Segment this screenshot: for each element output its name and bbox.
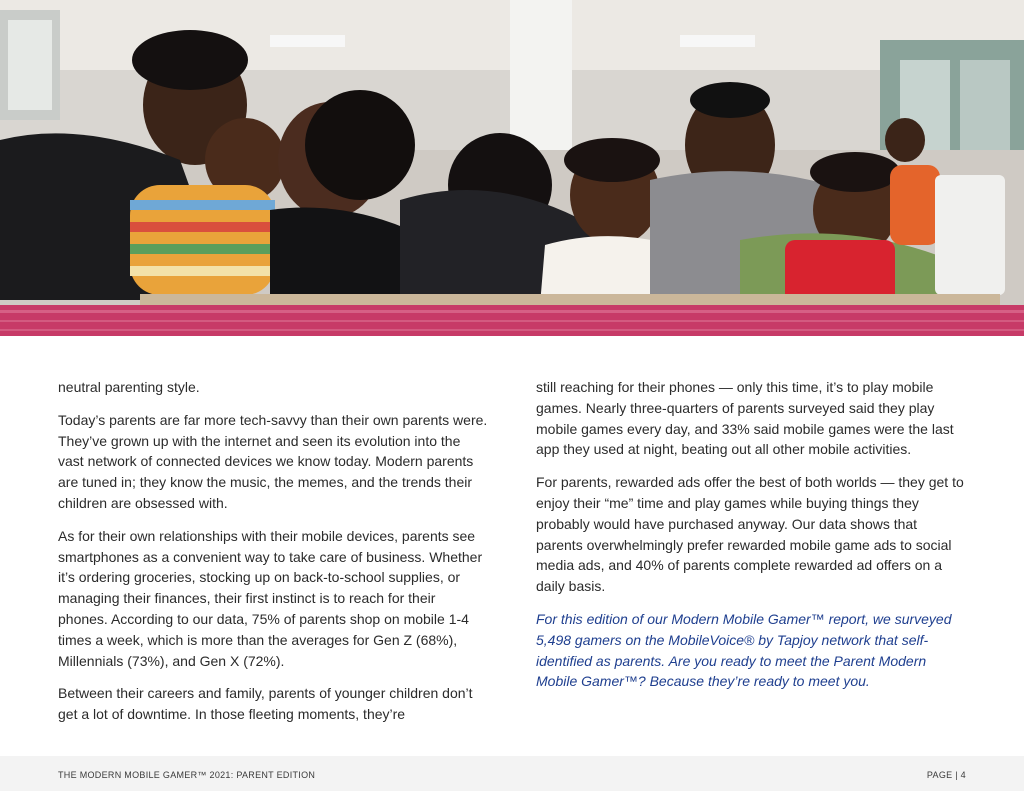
footer-title: THE MODERN MOBILE GAMER™ 2021: PARENT EDITION: [58, 770, 316, 780]
paragraph: neutral parenting style.: [58, 379, 200, 395]
page-number: PAGE | 4: [926, 770, 966, 780]
paragraph: As for their own relationships with their mobile devices, parents see smartphones as a convenient way to take care of business. Whether it’s ordering groceries, stocking up on back-to-school supplies, or managing their finances, their first instinct is to reach for their phones. According to our data, 75% of parents shop on mobile 1-4 times a week, which is more than the averages for Gen Z (68%), Millennials (73%), and Gen X (72%).: [58, 527, 483, 669]
hero-photo: [0, 0, 1024, 336]
paragraph: Today’s parents are far more tech-savvy than their own parents were. They’ve grown up with the internet and seen its evolution into the vast network of connected devices we know today. Modern parents are tuned in; they know the music, the memes, and the trends their children are obsessed with.: [58, 411, 488, 511]
article-body: [58, 377, 968, 737]
page-footer: [0, 756, 1024, 791]
right-column: [536, 377, 966, 704]
paragraph: For parents, rewarded ads offer the best of both worlds — they get to enjoy their “me” time and play games while buying things they probably would have purchased anyway. Our data shows that parents overwhelmingly prefer rewarded mobile game ads to social media ads, and 40% of parents complete rewarded ad offers on a daily basis.: [536, 474, 964, 595]
left-column: [58, 377, 488, 737]
paragraph: still reaching for their phones — only this time, it’s to play mobile games. Nearly three-quarters of parents surveyed said they play mobile games every day, and 33% said mobile games were the last app they used at night, beating out all other mobile activities.: [536, 379, 954, 458]
paragraph: Between their careers and family, parents of younger children don’t get a lot of downtime. In those fleeting moments, they’re: [58, 685, 473, 723]
callout-paragraph: For this edition of our Modern Mobile Gamer™ report, we surveyed 5,498 gamers on the MobileVoice® by Tapjoy network that self-identified as parents. Are you ready to meet the Parent Modern Mobile Gamer™? Because they’re ready to meet you.: [536, 610, 952, 690]
